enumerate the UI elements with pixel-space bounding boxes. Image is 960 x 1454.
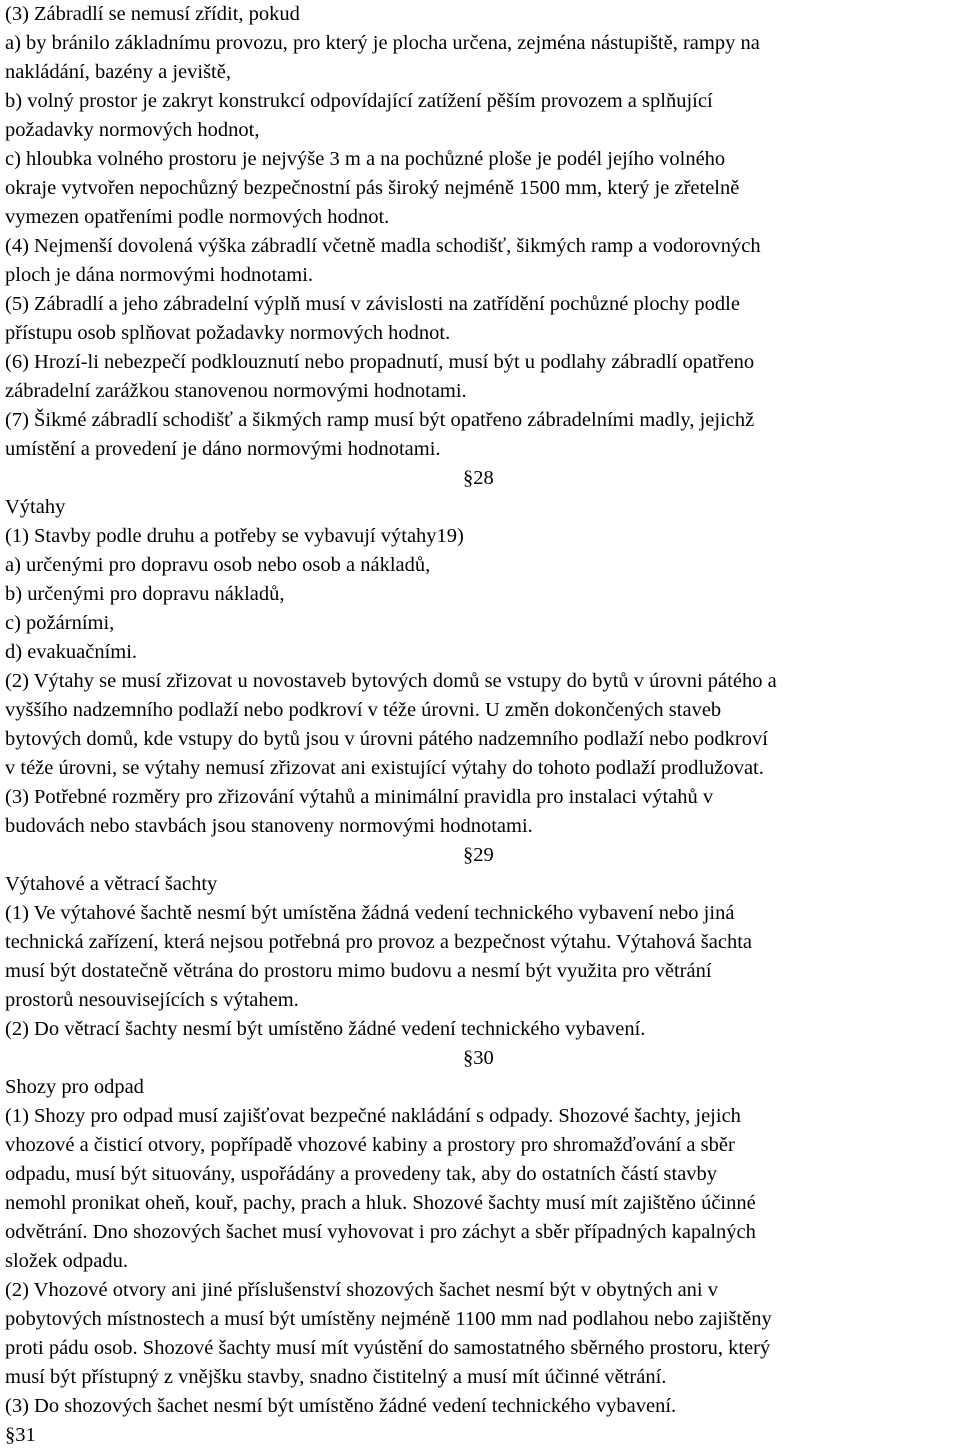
vytahy-paragraph-2-line-4: v téže úrovni, se výtahy nemusí zřizovat ani existující výtahy do tohoto podlaží prodlužovat. bbox=[5, 757, 764, 779]
paragraph-6-line-1: (6) Hrozí-li nebezpečí podklouznutí nebo propadnutí, musí být u podlahy zábradlí opatřeno bbox=[5, 351, 755, 373]
paragraph-4-line-1: (4) Nejmenší dovolená výška zábradlí včetně madla schodišť, šikmých ramp a vodorovných bbox=[5, 235, 761, 257]
item-c-line-3: vymezen opatřeními podle normových hodnot. bbox=[5, 206, 390, 228]
section-title-shozy: Shozy pro odpad bbox=[5, 1076, 144, 1098]
section-number-31: §31 bbox=[5, 1424, 36, 1446]
paragraph-3-intro: (3) Zábradlí se nemusí zřídit, pokud bbox=[5, 3, 300, 25]
item-b-line-1: b) volný prostor je zakryt konstrukcí odpovídající zatížení pěším provozem a splňující bbox=[5, 90, 713, 112]
shozy-paragraph-2-line-1: (2) Vhozové otvory ani jiné příslušenství shozových šachet nesmí být v obytných ani v bbox=[5, 1279, 719, 1301]
shozy-paragraph-1-line-3: odpadu, musí být situovány, uspořádány a provedeny tak, aby do ostatních částí stavby bbox=[5, 1163, 718, 1185]
item-b-line-2: požadavky normových hodnot, bbox=[5, 119, 260, 141]
vytahy-paragraph-2-line-1: (2) Výtahy se musí zřizovat u novostaveb bytových domů se vstupy do bytů v úrovni pátého a bbox=[5, 670, 777, 692]
shozy-paragraph-1-line-4: nemohl pronikat oheň, kouř, pachy, prach a hluk. Shozové šachty musí mít zajištěno účinné bbox=[5, 1192, 756, 1214]
sachty-paragraph-1-line-4: prostorů nesouvisejících s výtahem. bbox=[5, 989, 299, 1011]
paragraph-5-line-2: přístupu osob splňovat požadavky normových hodnot. bbox=[5, 322, 451, 344]
vytahy-paragraph-3-line-1: (3) Potřebné rozměry pro zřizování výtahů a minimální pravidla pro instalaci výtahů v bbox=[5, 786, 714, 808]
shozy-paragraph-3: (3) Do shozových šachet nesmí být umístěno žádné vedení technického vybavení. bbox=[5, 1395, 677, 1417]
shozy-paragraph-2-line-3: proti pádu osob. Shozové šachty musí mít vyústění do samostatného sběrného prostoru, který bbox=[5, 1337, 771, 1359]
item-c-line-1: c) hloubka volného prostoru je nejvýše 3 m a na pochůzné ploše je podél jejího volného bbox=[5, 148, 726, 170]
vytahy-item-c: c) požárními, bbox=[5, 612, 115, 634]
shozy-paragraph-1-line-1: (1) Shozy pro odpad musí zajišťovat bezpečné nakládání s odpady. Shozové šachty, jejich bbox=[5, 1105, 741, 1127]
vytahy-paragraph-2-line-2: vyššího nadzemního podlaží nebo podkroví v téže úrovni. U změn dokončených staveb bbox=[5, 699, 722, 721]
shozy-paragraph-2-line-4: musí být přístupný z vnějšku stavby, snadno čistitelný a musí mít účinné větrání. bbox=[5, 1366, 667, 1388]
paragraph-6-line-2: zábradelní zarážkou stanovenou normovými hodnotami. bbox=[5, 380, 467, 402]
item-c-line-2: okraje vytvořen nepochůzný bezpečnostní pás široký nejméně 1500 mm, který je zřetelně bbox=[5, 177, 740, 199]
shozy-paragraph-1-line-6: složek odpadu. bbox=[5, 1250, 128, 1272]
shozy-paragraph-1-line-5: odvětrání. Dno shozových šachet musí vyhovovat i pro záchyt a sběr případných kapalných bbox=[5, 1221, 756, 1243]
item-a-line-2: nakládání, bazény a jeviště, bbox=[5, 61, 231, 83]
item-a-line-1: a) by bránilo základnímu provozu, pro který je plocha určena, zejména nástupiště, rampy na bbox=[5, 32, 760, 54]
section-title-vytahy: Výtahy bbox=[5, 496, 66, 518]
vytahy-paragraph-3-line-2: budovách nebo stavbách jsou stanoveny normovými hodnotami. bbox=[5, 815, 533, 837]
vytahy-paragraph-1: (1) Stavby podle druhu a potřeby se vybavují výtahy19) bbox=[5, 525, 464, 547]
section-number-30: §30 bbox=[463, 1047, 494, 1069]
paragraph-5-line-1: (5) Zábradlí a jeho zábradelní výplň musí v závislosti na zatřídění pochůzné plochy podle bbox=[5, 293, 740, 315]
vytahy-paragraph-2-line-3: bytových domů, kde vstupy do bytů jsou v úrovni pátého nadzemního podlaží nebo podkroví bbox=[5, 728, 768, 750]
vytahy-item-b: b) určenými pro dopravu nákladů, bbox=[5, 583, 285, 605]
sachty-paragraph-2: (2) Do větrací šachty nesmí být umístěno žádné vedení technického vybavení. bbox=[5, 1018, 646, 1040]
paragraph-7-line-1: (7) Šikmé zábradlí schodišť a šikmých ramp musí být opatřeno zábradelními madly, jejichž bbox=[5, 409, 755, 431]
shozy-paragraph-1-line-2: vhozové a čisticí otvory, popřípadě vhozové kabiny a prostory pro shromažďování a sběr bbox=[5, 1134, 735, 1156]
shozy-paragraph-2-line-2: pobytových místnostech a musí být umístěny nejméně 1100 mm nad podlahou nebo zajištěny bbox=[5, 1308, 772, 1330]
sachty-paragraph-1-line-2: technická zařízení, která nejsou potřebná pro provoz a bezpečnost výtahu. Výtahová šachta bbox=[5, 931, 752, 953]
sachty-paragraph-1-line-3: musí být dostatečně větrána do prostoru mimo budovu a nesmí být využita pro větrání bbox=[5, 960, 712, 982]
section-title-sachty: Výtahové a větrací šachty bbox=[5, 873, 218, 895]
vytahy-item-a: a) určenými pro dopravu osob nebo osob a nákladů, bbox=[5, 554, 431, 576]
vytahy-item-d: d) evakuačními. bbox=[5, 641, 138, 663]
section-number-28: §28 bbox=[463, 467, 494, 489]
paragraph-4-line-2: ploch je dána normovými hodnotami. bbox=[5, 264, 314, 286]
paragraph-7-line-2: umístění a provedení je dáno normovými hodnotami. bbox=[5, 438, 441, 460]
section-number-29: §29 bbox=[463, 844, 494, 866]
sachty-paragraph-1-line-1: (1) Ve výtahové šachtě nesmí být umístěna žádná vedení technického vybavení nebo jiná bbox=[5, 902, 735, 924]
